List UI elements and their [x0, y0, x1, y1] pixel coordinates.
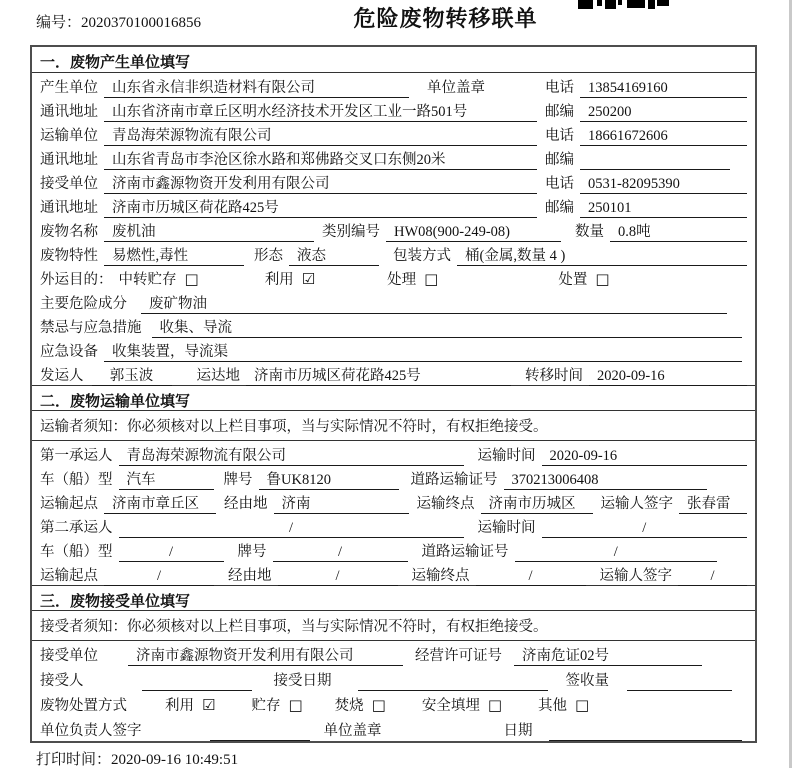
row-transporter: [32, 121, 755, 145]
origin-label: 运输起点: [40, 568, 98, 584]
disposal-option-utilize: 利用: [165, 698, 194, 714]
destination-label: 运达地: [196, 368, 240, 384]
accept-person-label: 接受人: [40, 673, 84, 689]
print-time: [36, 748, 238, 769]
purpose-option-transfer-storage: 中转贮存: [118, 272, 177, 288]
road-license-label: 道路运输证号: [421, 544, 509, 560]
transporter-notice: 运输者须知：你必须核对以上栏目事项，当与实际情况不符时，有权拒绝接受。: [32, 411, 755, 441]
transport-time-field: /: [542, 520, 748, 538]
transfer-time-label: 转移时间: [525, 368, 583, 384]
form-label: 形态: [254, 248, 283, 264]
row-receiver-left: [40, 172, 545, 194]
page-right-edge: [789, 0, 792, 768]
destination-field: 济南市历城区荷花路425号: [246, 364, 511, 386]
producer-address-field: 山东省济南市章丘区明水经济技术开发区工业一路501号: [104, 100, 537, 122]
plate-field: 鲁UK8120: [259, 468, 399, 490]
equipment-field: 收集装置，导流渠: [104, 340, 742, 362]
traits-label: 废物特性: [40, 248, 98, 264]
carrier-sign-field: 张春雷: [679, 492, 747, 514]
accept-person-field: [142, 673, 252, 691]
sender-label: 发运人: [40, 368, 84, 384]
unit-seal-label: 单位盖章: [323, 723, 382, 739]
phone-label: 电话: [545, 80, 574, 96]
qr-block: [618, 0, 622, 5]
qr-block: [657, 0, 669, 6]
carrier-sign-label: 运输人签字: [599, 568, 672, 584]
accept-unit-label: 接受单位: [40, 648, 98, 664]
receiver-label: 接受单位: [40, 176, 98, 192]
receiver-address-field: 济南市历城区荷花路425号: [104, 196, 537, 218]
qr-block: [605, 0, 616, 9]
phone-label: 电话: [545, 176, 574, 192]
row-carrier-2: [32, 513, 755, 537]
transport-time-field: 2020-09-16: [542, 448, 748, 466]
row-route-2: [32, 561, 755, 585]
row-producer-left: [40, 76, 545, 98]
checkbox-utilize-checked: ☑: [202, 696, 216, 714]
doc-number-label: 编号：: [36, 15, 82, 31]
row-producer-address-left: [40, 100, 545, 122]
unit-seal-label: 单位盖章: [427, 80, 485, 96]
row-route-1: [32, 489, 755, 513]
row-purpose: [32, 265, 755, 289]
row-vehicle-2: [32, 537, 755, 561]
row-disposal-method: [32, 691, 755, 716]
via-field: 济南: [274, 492, 409, 514]
signed-amount-field: [627, 673, 732, 691]
row-hazard: [32, 289, 755, 313]
quantity-label: 数量: [575, 224, 604, 240]
section-3-header: 三．废物接受单位填写: [32, 585, 755, 611]
manager-sign-label: 单位负责人签字: [40, 723, 142, 739]
row-producer: [32, 73, 755, 97]
traits-field: 易燃性,毒性: [104, 244, 244, 266]
carrier-2-label: 第二承运人: [40, 520, 113, 536]
accept-date-field: [358, 673, 548, 691]
checkbox-utilize-checked: ☑: [301, 270, 316, 288]
hazard-field: 废矿物油: [141, 292, 727, 314]
accept-date-label: 接受日期: [273, 673, 332, 689]
row-waste-name: [32, 217, 755, 241]
plate-field: /: [273, 544, 408, 562]
vehicle-type-label: 车（船）型: [40, 472, 113, 488]
via-field: /: [278, 568, 398, 586]
zip-label: 邮编: [545, 152, 574, 168]
checkbox-landfill: □: [487, 696, 503, 714]
manager-sign-field: [210, 723, 310, 741]
waste-name-field: 废机油: [104, 220, 314, 242]
carrier-sign-label: 运输人签字: [600, 496, 673, 512]
terminus-label: 运输终点: [411, 568, 470, 584]
row-transporter-address: [32, 145, 755, 169]
purpose-option-utilize: 利用: [264, 272, 294, 288]
quantity-field: 0.8吨: [610, 220, 747, 242]
permit-label: 经营许可证号: [415, 648, 502, 664]
producer-label: 产生单位: [40, 80, 98, 96]
manifest-table: [30, 45, 757, 743]
purpose-label: 外运目的：: [40, 272, 113, 288]
transporter-zip-field: [580, 152, 730, 170]
row-accept-person: [32, 666, 755, 691]
carrier-sign-field: /: [678, 568, 747, 586]
origin-label: 运输起点: [40, 496, 98, 512]
address-label: 通讯地址: [40, 104, 98, 120]
form-field: 液态: [289, 244, 379, 266]
purpose-option-treat: 处理: [387, 272, 417, 288]
doc-number-value: 2020370100016856: [81, 15, 202, 31]
packing-label: 包装方式: [393, 248, 451, 264]
transport-time-label: 运输时间: [477, 520, 536, 536]
zip-label: 邮编: [545, 104, 574, 120]
row-accept-unit: [32, 641, 755, 666]
plate-label: 牌号: [223, 472, 253, 488]
print-time-label: 打印时间：: [36, 752, 112, 768]
disposal-method-label: 废物处置方式: [40, 698, 127, 714]
taboo-field: 收集、导流: [152, 316, 743, 338]
checkbox-transfer-storage: □: [184, 270, 199, 288]
equipment-label: 应急设备: [40, 344, 98, 360]
row-waste-traits: [32, 241, 755, 265]
page-title: 危险废物转移联单: [353, 6, 538, 31]
transport-time-label: 运输时间: [477, 448, 536, 464]
terminus-field: 济南市历城区: [481, 492, 593, 514]
row-transporter-left: [40, 124, 545, 146]
carrier-2-field: /: [119, 520, 464, 538]
row-taboo: [32, 313, 755, 337]
checkbox-dispose: □: [595, 270, 610, 288]
vehicle-type-field: /: [119, 544, 224, 562]
waste-name-label: 废物名称: [40, 224, 98, 240]
checkbox-other: □: [575, 696, 590, 714]
carrier-1-label: 第一承运人: [40, 448, 113, 464]
accept-unit-field: 济南市鑫源物资开发利用有限公司: [128, 644, 403, 666]
qr-code-fragment-icon: [578, 0, 669, 10]
origin-field: 济南市章丘区: [104, 492, 216, 514]
checkbox-storage: □: [288, 696, 303, 714]
transporter-phone-field: 18661672606: [580, 128, 747, 146]
receiver-phone-field: 0531-82095390: [580, 176, 747, 194]
category-label: 类别编号: [322, 224, 380, 240]
row-vehicle-1: [32, 465, 755, 489]
category-field: HW08(900-249-08): [386, 224, 561, 242]
row-transporter-address-left: [40, 148, 545, 170]
transporter-label: 运输单位: [40, 128, 98, 144]
section-2-header: 二．废物运输单位填写: [32, 385, 755, 411]
disposal-option-incinerate: 焚烧: [334, 698, 364, 714]
address-label: 通讯地址: [40, 152, 98, 168]
vehicle-type-field: 汽车: [119, 468, 214, 490]
qr-block: [648, 0, 655, 9]
print-time-value: 2020-09-16 10:49:51: [111, 752, 239, 768]
road-license-field: /: [515, 544, 718, 562]
phone-label: 电话: [545, 128, 574, 144]
date-field: [549, 723, 743, 741]
row-receiver-address: [32, 193, 755, 217]
plate-label: 牌号: [237, 544, 267, 560]
qr-block: [627, 0, 645, 8]
signed-amount-label: 签收量: [565, 673, 609, 689]
row-manager-sign: [32, 716, 755, 741]
row-dispatch: [32, 361, 755, 385]
disposal-option-other: 其他: [538, 698, 568, 714]
transporter-address-field: 山东省青岛市李沧区徐水路和郑佛路交叉口东侧20米: [104, 148, 537, 170]
row-carrier-1: [32, 441, 755, 465]
row-emergency-equipment: [32, 337, 755, 361]
carrier-1-field: 青岛海荣源物流有限公司: [119, 444, 464, 466]
row-receiver: [32, 169, 755, 193]
via-label: 经由地: [228, 568, 272, 584]
producer-zip-field: 250200: [580, 104, 747, 122]
terminus-field: /: [476, 568, 586, 586]
origin-field: /: [104, 568, 214, 586]
road-license-label: 道路运输证号: [410, 472, 498, 488]
hazard-label: 主要危险成分: [40, 296, 127, 312]
receiver-zip-field: 250101: [580, 200, 747, 218]
zip-label: 邮编: [545, 200, 574, 216]
producer-phone-field: 13854169160: [580, 80, 747, 98]
receiver-notice: 接受者须知：你必须核对以上栏目事项，当与实际情况不符时，有权拒绝接受。: [32, 611, 755, 641]
road-license-field: 370213006408: [504, 472, 708, 490]
terminus-label: 运输终点: [416, 496, 475, 512]
disposal-option-storage: 贮存: [251, 698, 281, 714]
vehicle-type-label: 车（船）型: [40, 544, 113, 560]
section-1-header: 一．废物产生单位填写: [32, 47, 755, 73]
purpose-option-dispose: 处置: [558, 272, 588, 288]
taboo-label: 禁忌与应急措施: [40, 320, 142, 336]
checkbox-treat: □: [424, 270, 439, 288]
transfer-time-field: 2020-09-16: [589, 368, 747, 386]
permit-field: 济南危证02号: [514, 644, 702, 666]
qr-block: [578, 0, 593, 9]
packing-field: 桶(金属,数量 4 ): [457, 244, 747, 266]
receiver-field: 济南市鑫源物资开发利用有限公司: [104, 172, 537, 194]
disposal-option-landfill: 安全填埋: [421, 698, 480, 714]
address-label: 通讯地址: [40, 200, 98, 216]
qr-block: [597, 0, 602, 6]
producer-field: 山东省永信非织造材料有限公司: [104, 76, 409, 98]
date-label: 日期: [503, 723, 533, 739]
via-label: 经由地: [224, 496, 268, 512]
sender-field: 郭玉波: [92, 364, 172, 386]
checkbox-incinerate: □: [371, 696, 386, 714]
row-producer-address: [32, 97, 755, 121]
row-receiver-address-left: [40, 196, 545, 218]
transporter-field: 青岛海荣源物流有限公司: [104, 124, 537, 146]
